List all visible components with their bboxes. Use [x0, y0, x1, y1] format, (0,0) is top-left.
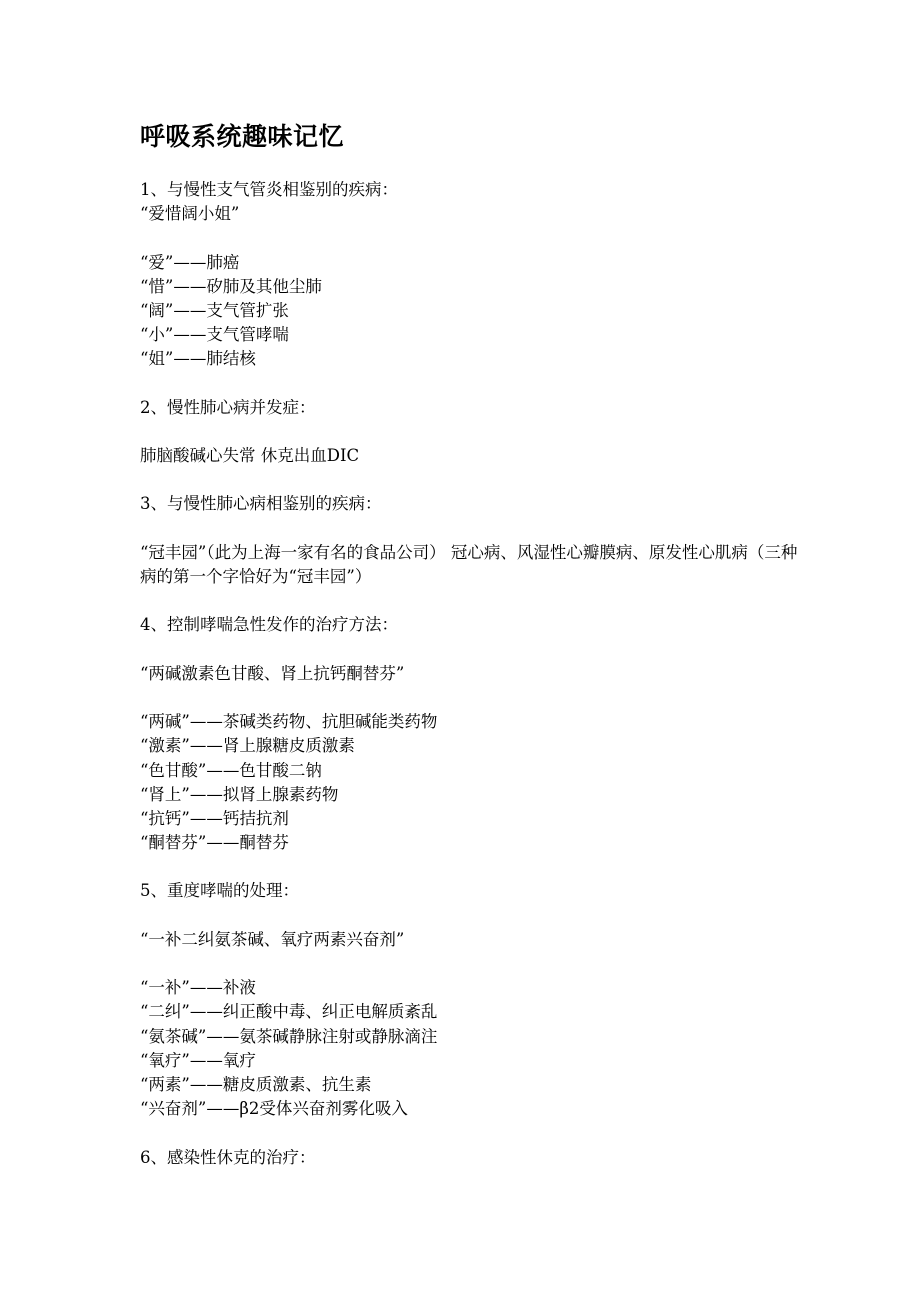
- section-heading: 3、与慢性肺心病相鉴别的疾病：: [140, 494, 382, 514]
- spacer: [140, 638, 800, 662]
- spacer: [140, 855, 800, 879]
- spacer: [140, 686, 800, 710]
- list-item: “二纠”——纠正酸中毒、纠正电解质紊乱: [140, 1002, 438, 1022]
- section-heading: 1、与慢性支气管炎相鉴别的疾病：: [140, 180, 398, 199]
- list-item: “氧疗”——氧疗: [140, 1050, 256, 1070]
- spacer: [140, 420, 800, 444]
- section-heading: 5、重度哮喘的处理：: [140, 881, 299, 901]
- list-item: “姐”——肺结核: [140, 349, 256, 369]
- list-item: “小”——支气管哮喘: [140, 325, 289, 345]
- list-item: “一补”——补液: [140, 978, 256, 998]
- list-item: “色甘酸”——色甘酸二钠: [140, 760, 322, 780]
- list-item: “酮替芬”——酮替芬: [140, 833, 289, 853]
- page-title: 呼吸系统趣味记忆: [140, 122, 345, 151]
- spacer: [140, 468, 800, 492]
- section-2: [140, 396, 800, 469]
- section-heading: 2、慢性肺心病并发症：: [140, 397, 316, 417]
- mnemonic-text: “一补二纠氨茶碱、氧疗两素兴奋剂”: [140, 929, 405, 949]
- spacer: [140, 952, 800, 976]
- list-item: “抗钙”——钙拮抗剂: [140, 808, 289, 828]
- spacer: [140, 904, 800, 928]
- spacer: [140, 226, 800, 250]
- section-heading: 6、感染性休克的治疗：: [140, 1147, 316, 1167]
- section-4: [140, 613, 800, 855]
- section-6: [140, 1146, 800, 1170]
- list-item: “阔”——支气管扩张: [140, 300, 289, 320]
- list-item: “惜”——矽肺及其他尘肺: [140, 276, 322, 296]
- list-item: “兴奋剂”——β2受体兴奋剂雾化吸入: [140, 1099, 408, 1119]
- section-5: [140, 879, 800, 1121]
- section-1: [140, 178, 800, 372]
- spacer: [140, 372, 800, 396]
- list-item: “两素”——糖皮质激素、抗生素: [140, 1074, 372, 1094]
- list-item: “爱”——肺癌: [140, 252, 240, 272]
- list-item: “氨茶碱”——氨茶碱静脉注射或静脉滴注: [140, 1026, 438, 1046]
- spacer: [140, 589, 800, 613]
- section-heading: 4、控制哮喘急性发作的治疗方法：: [140, 615, 398, 635]
- document-page: [140, 118, 800, 1170]
- section-3: [140, 492, 800, 589]
- list-item: “肾上”——拟肾上腺素药物: [140, 784, 339, 804]
- spacer: [140, 517, 800, 541]
- mnemonic-text: “爱惜阔小姐”: [140, 204, 240, 224]
- section-body: “冠丰园”（此为上海一家有名的食品公司） 冠心病、风湿性心瓣膜病、原发性心肌病（三种病的第一个字恰好为“冠丰园”）: [140, 542, 798, 587]
- mnemonic-text: “两碱激素色甘酸、肾上抗钙酮替芬”: [140, 663, 405, 683]
- spacer: [140, 1121, 800, 1145]
- section-body: 肺脑酸碱心失常 休克出血DIC: [140, 446, 360, 466]
- list-item: “两碱”——茶碱类药物、抗胆碱能类药物: [140, 712, 438, 732]
- list-item: “激素”——肾上腺糖皮质激素: [140, 736, 355, 756]
